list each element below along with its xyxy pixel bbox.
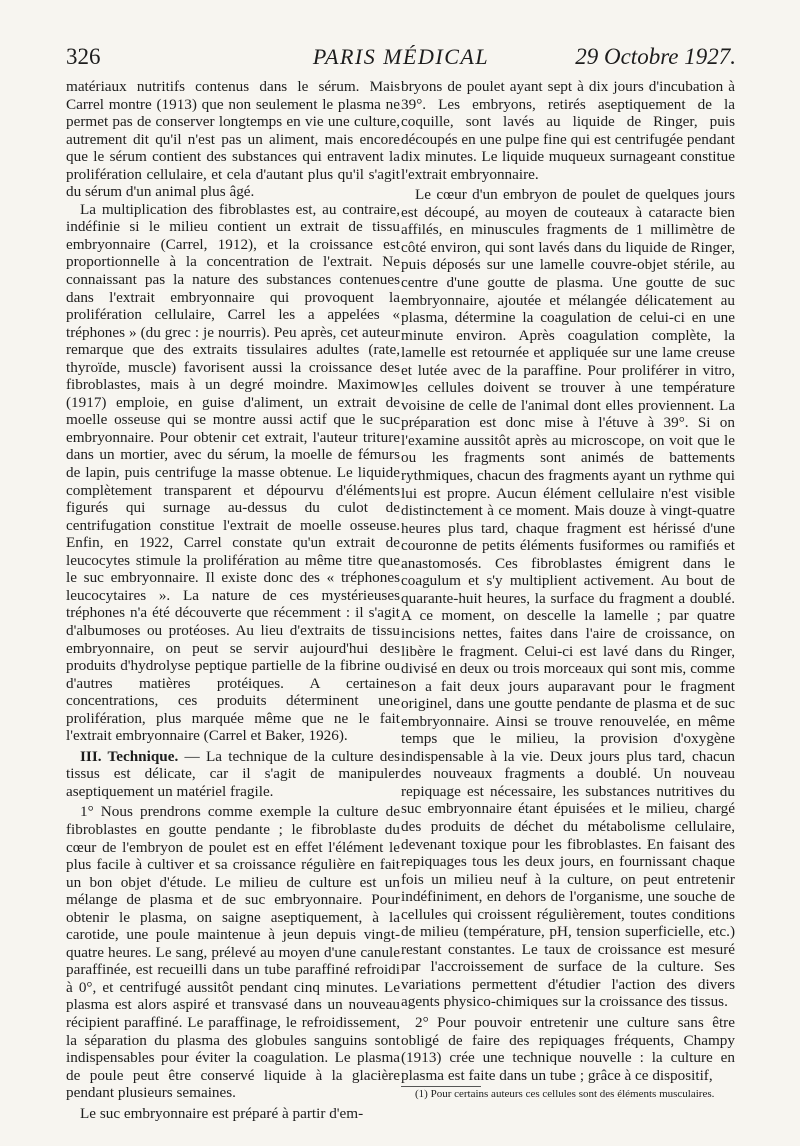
issue-date: 29 Octobre 1927.: [575, 44, 736, 69]
paragraph: Le suc embryonnaire est préparé à partir d'em-: [80, 1104, 364, 1122]
paragraph: 1° Nous prendrons comme exemple la culture de fibroblastes en goutte pendante ; le fibroblaste du cœur de l'embryon de poulet est en effet l'élément le plus facile à cultiver et sa croissance régulière en fait un bon objet d'étude. Le milieu de culture est un mélange de plasma et de suc embryonnaire. Pour obtenir le plasma, on saigne aseptiquement, à la carotide, une poule maintenue à jeun depuis vingt-quatre heures. Le sang, prélevé au moyen d'une canule paraffinée, est recueilli dans un tube paraffiné refroidi à 0°, et centrifugé aussitôt pendant cinq minutes. Le plasma est alors aspiré et transvasé dans un nouveau récipient paraffiné. Le paraffinage, le refroidissement, la séparation du plasma des globules sanguins sont indispensables pour éviter la coagulation. Le plasma de poule peut être conservé liquide à la glacière pendant plusieurs semaines.: [66, 803, 400, 1102]
paragraph: bryons de poulet ayant sept à dix jours d'incubation à 39°. Les embryons, retirés aseptiquement de la coquille, sont lavés au liquide de Ringer, puis découpés en une pulpe fine qui est centrifugée pendant dix minutes. Le liquide muqueux surnageant constitue l'extrait embryonnaire.: [401, 78, 735, 183]
paragraph: [66, 748, 400, 801]
paragraph: 2° Pour pouvoir entretenir une culture sans être obligé de faire des repiquages fréquents, Champy (1913) crée une technique nouvelle : la culture en plasma est faite dans un tube ; grâce à ce dispositif,: [401, 1013, 735, 1084]
page-header: [66, 44, 736, 78]
paragraph: La multiplication des fibroblastes est, au contraire, indéfinie si le milieu contient un extrait de tissu embryonnaire (Carrel, 1912), et la croissance est proportionnelle à la concentration de l'extrait. Ne connaissant pas la nature des substances contenues dans l'extrait embryonnaire qui provoquent la prolifération cellulaire, Carrel les a appelées « tréphones » (du grec : je nourris). Peu après, cet auteur remarque que des extraits tissulaires adultes (rate, thyroïde, muscle) favorisent aussi la croissance des fibroblastes, mais à un degré moindre. Maximow (1917) emploie, en guise d'aliment, un extrait de moelle osseuse qui se montre aussi actif que le suc embryonnaire. Pour obtenir cet extrait, l'auteur triture dans un mortier, avec du sérum, la moelle de fémurs de lapin, puis centrifuge la masse obtenue. Le liquide complètement transparent et dépourvu d'éléments figurés qui surnage au-dessus du culot de centrifugation constitue l'extrait de moelle osseuse. Enfin, en 1922, Carrel constate qu'un extrait de leucocytes stimule la prolifération au même titre que le suc embryonnaire. Il existe donc des « tréphones leucocytaires ». La nature de ces mystérieuses tréphones n'a été découverte que récemment : il s'agit d'albumoses ou protéoses. Au lieu d'extraits de tissu embryonnaire, on peut se servir aujourd'hui des produits d'hydrolyse peptique partielle de la fibrine ou d'autres matières protéiques. A certaines concentrations, ces produits déterminent une prolifération, plus marquée même que ne le fait l'extrait embryonnaire (Carrel et Baker, 1926).: [66, 200, 400, 745]
right-column: [401, 78, 735, 1101]
paragraph: Le cœur d'un embryon de poulet de quelques jours est découpé, au moyen de couteaux à cataracte bien affilés, en minuscules fragments de 1 millimètre de côté environ, qui sont lavés dans du liquide de Ringer, puis déposés sur une lamelle couvre-objet stérile, au centre d'une goutte de plasma. Une goutte de suc embryonnaire, ajoutée et mélangée délicatement au plasma, détermine la coagulation de celui-ci en une minute environ. Après coagulation complète, la lamelle est retournée et appliquée sur une lame creuse et lutée avec de la paraffine. Pour proliférer in vitro, les cellules doivent se trouver à une température voisine de celle de l'animal dont elles proviennent. La préparation est donc mise à l'étuve à 39°. Si on l'examine aussitôt après au microscope, on voit que le ou les fragments sont animés de battements rythmiques, chacun des fragments ayant un rythme qui lui est propre. Aucun élément cellulaire n'est visible distinctement à ce moment. Mais douze à vingt-quatre heures plus tard, chaque fragment est hérissé d'une couronne de petits éléments fusiformes ou ramifiés et anastomosés. Ces fibroblastes émigrent dans le coagulum et s'y multiplient activement. Au bout de quarante-huit heures, la surface du fragment a doublé. A ce moment, on descelle la lamelle ; par quatre incisions nettes, faites dans l'aire de croissance, on libère le fragment. Celui-ci est lavé dans du Ringer, divisé en deux ou trois morceaux qui sont mis, comme on a fait deux jours auparavant pour le fragment originel, dans une goutte pendante de plasma et de suc embryonnaire. Ainsi se trouve renouvelée, en même temps que le milieu, la provision d'oxygène indispensable à la vie. Deux jours plus tard, chacun des nouveaux fragments a doublé. Un nouveau repiquage est nécessaire, les substances nutritives du suc embryonnaire étant épuisées et le milieu, chargé des produits de déchet du métabolisme cellulaire, devenant toxique pour les fibroblastes. En faisant des repiquages tous les deux jours, en fournissant chaque fois un milieu neuf à la culture, on peut entretenir indéfiniment, en dehors de l'organisme, une souche de cellules qui croissent régulièrement, toutes conditions de milieu (température, pH, tension superficielle, etc.) restant constantes. Le taux de croissance est mesuré par l'accroissement de surface de la culture. Ses variations permettent d'étudier l'action des divers agents physico-chimiques sur la croissance des tissus.: [401, 186, 735, 1011]
footnote: (1) Pour certains auteurs ces cellules sont des éléments musculaires.: [415, 1088, 715, 1101]
paragraph: matériaux nutritifs contenus dans le sérum. Mais Carrel montre (1913) que non seulement le plasma ne permet pas de conserver longtemps en vie une culture, autrement dit qu'il n'est pas un aliment, mais encore que le sérum contient des substances qui entravent la prolifération cellulaire, et cela d'autant plus qu'il s'agit du sérum d'un animal plus âgé.: [66, 78, 400, 201]
journal-title: PARIS MÉDICAL: [312, 44, 490, 69]
paragraph-text: — La technique de la culture des tissus est délicate, car il s'agit de manipuler aseptiquement un matériel fragile.: [66, 747, 401, 800]
page-number: 326: [66, 44, 101, 69]
left-column: [66, 78, 400, 1122]
section-heading: III. Technique.: [80, 747, 179, 765]
